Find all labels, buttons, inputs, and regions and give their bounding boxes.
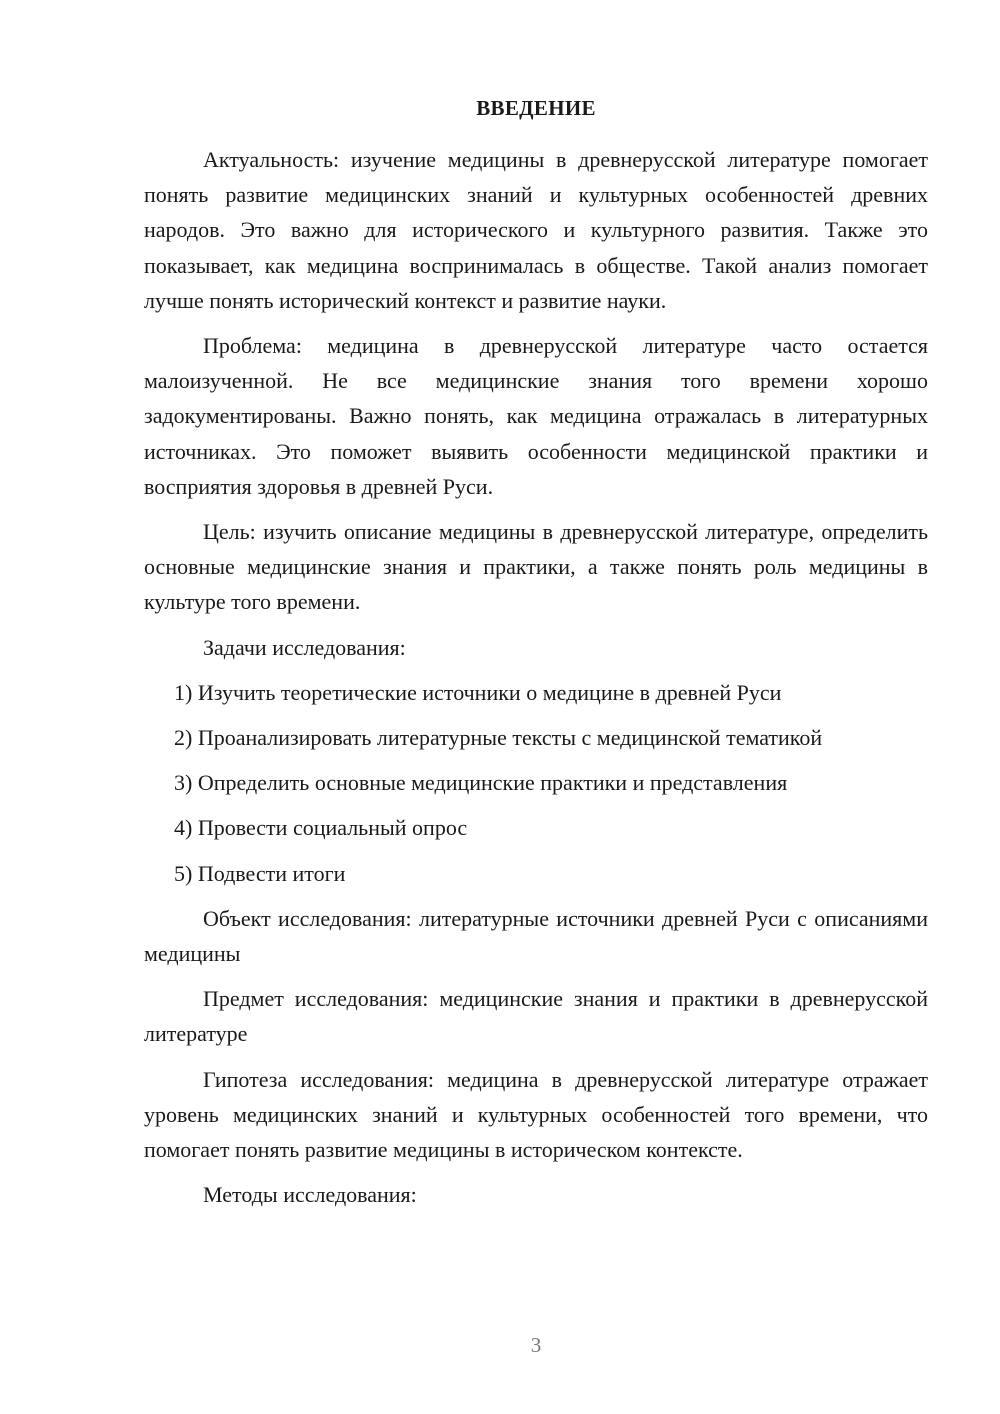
list-item: 4) Провести социальный опрос: [174, 815, 468, 841]
paragraph-hypothesis: Гипотеза исследования: медицина в древнерусской литературе отражает уровень медицинских знаний и культурных особенностей того времени, что помогает понять развитие медицины в историческом контексте.: [144, 1066, 928, 1163]
paragraph-subject: Предмет исследования: медицинские знания и практики в древнерусской литературе: [144, 986, 928, 1047]
paragraph-object: Объект исследования: литературные источники древней Руси с описаниями медицины: [144, 905, 928, 967]
document-body: [144, 142, 928, 1222]
list-item: 2) Проанализировать литературные тексты с медицинской тематикой: [174, 725, 823, 751]
tasks-heading: Задачи исследования:: [203, 634, 406, 660]
page-title: ВВЕДЕНИЕ: [476, 96, 596, 120]
list-item: 5) Подвести итоги: [174, 860, 346, 886]
page-number: 3: [530, 1333, 542, 1357]
paragraph-goal: Цель: изучить описание медицины в древнерусской литературе, определить основные медицинские знания и практики, а также понять роль медицины в культуре того времени.: [144, 519, 928, 615]
tasks-list: [144, 675, 928, 891]
methods-heading: Методы исследования:: [203, 1182, 417, 1208]
paragraph-problem: Проблема: медицина в древнерусской литературе часто остается малоизученной. Не все медицинские знания того времени хорошо задокументированы. Важно понять, как медицина отражалась в литературных источниках. Это поможет выявить особенности медицинской практики и восприятия здоровья в древней Руси.: [144, 333, 928, 499]
list-item: 3) Определить основные медицинские практики и представления: [174, 770, 788, 796]
paragraph-relevance: Актуальность: изучение медицины в древнерусской литературе помогает понять развитие медицинских знаний и культурных особенностей древних народов. Это важно для исторического и культурного развития. Также это показывает, как медицина воспринималась в обществе. Такой анализ помогает лучше понять исторический контекст и развитие науки.: [144, 147, 928, 313]
list-item: 1) Изучить теоретические источники о медицине в древней Руси: [174, 679, 782, 705]
